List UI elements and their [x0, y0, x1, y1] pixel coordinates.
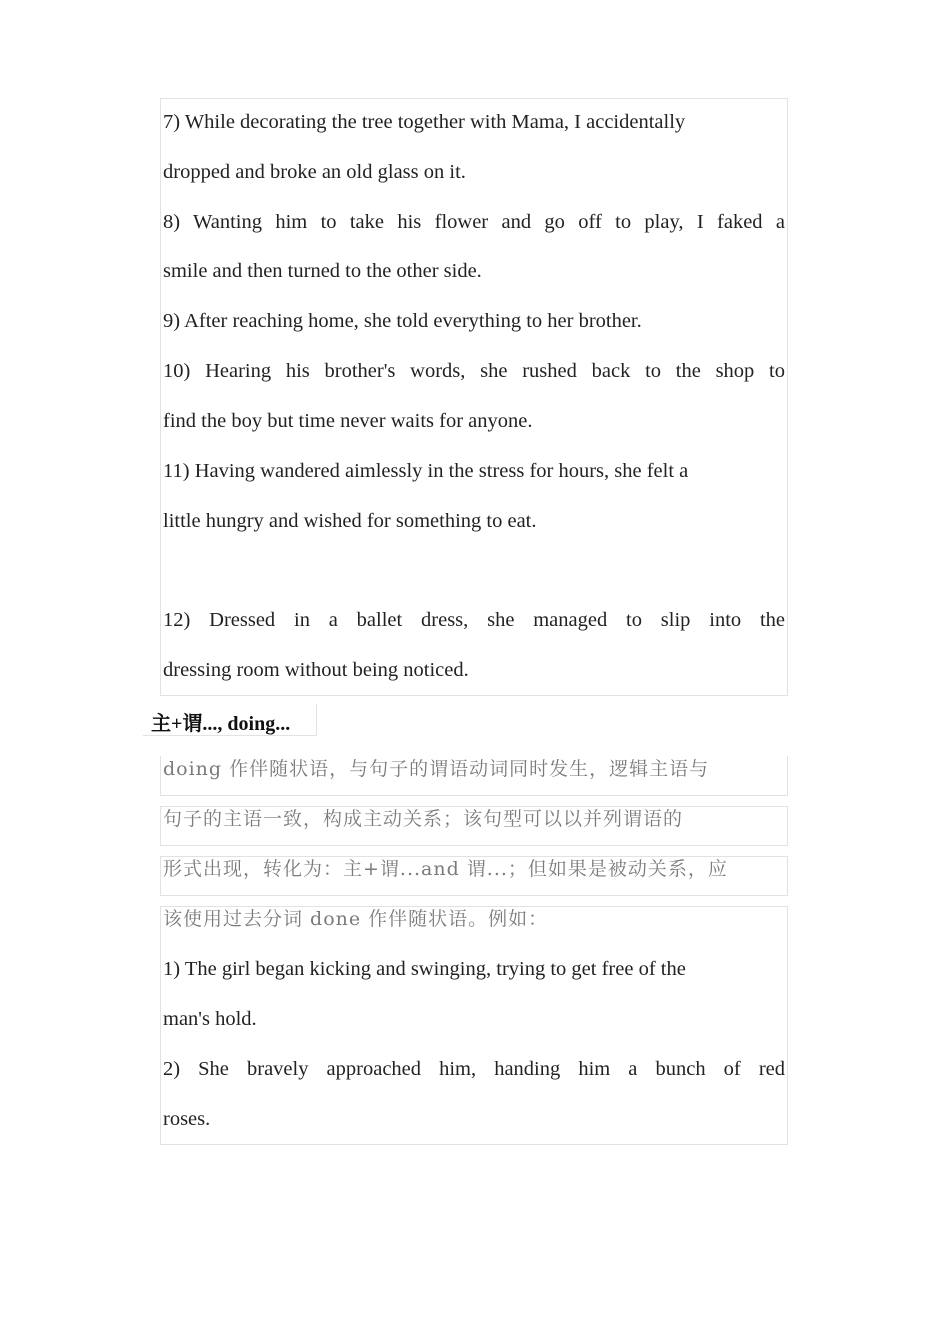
examples-block-top — [160, 98, 788, 696]
example-11-line-1: 11) Having wandered aimlessly in the stress for hours, she felt a — [163, 460, 689, 482]
example-7-line-1: 7) While decorating the tree together with Mama, I accidentally — [163, 111, 686, 133]
explanation-line-3: 形式出现，转化为：主+谓...and 谓...；但如果是被动关系，应 — [163, 858, 728, 880]
example-12-line-1: 12) Dressed in a ballet dress, she managed to slip into the — [163, 609, 785, 631]
explanation-line-2: 句子的主语一致，构成主动关系；该句型可以以并列谓语的 — [163, 808, 684, 830]
example-10-line-1: 10) Hearing his brother's words, she rushed back to the shop to — [163, 360, 785, 382]
explanation-line-1: doing 作伴随状语，与句子的谓语动词同时发生，逻辑主语与 — [163, 758, 710, 780]
example-2-line-2: roses. — [163, 1108, 211, 1130]
example-8-line-1: 8) Wanting him to take his flower and go off to play, I faked a — [163, 211, 785, 233]
explanation-line-4: 该使用过去分词 done 作伴随状语。例如： — [163, 908, 549, 930]
example-10-line-2: find the boy but time never waits for anyone. — [163, 410, 533, 432]
section-heading: 主+谓..., doing... — [151, 713, 291, 735]
example-1-line-1: 1) The girl began kicking and swinging, trying to get free of the — [163, 958, 686, 980]
example-2-line-1: 2) She bravely approached him, handing him a bunch of red — [163, 1058, 785, 1080]
example-1-line-2: man's hold. — [163, 1008, 257, 1030]
example-11-line-2: little hungry and wished for something to eat. — [163, 510, 537, 532]
example-12-line-2: dressing room without being noticed. — [163, 659, 469, 681]
example-7-line-2: dropped and broke an old glass on it. — [163, 161, 466, 183]
example-9-line-1: 9) After reaching home, she told everything to her brother. — [163, 310, 642, 332]
example-8-line-2: smile and then turned to the other side. — [163, 260, 482, 282]
